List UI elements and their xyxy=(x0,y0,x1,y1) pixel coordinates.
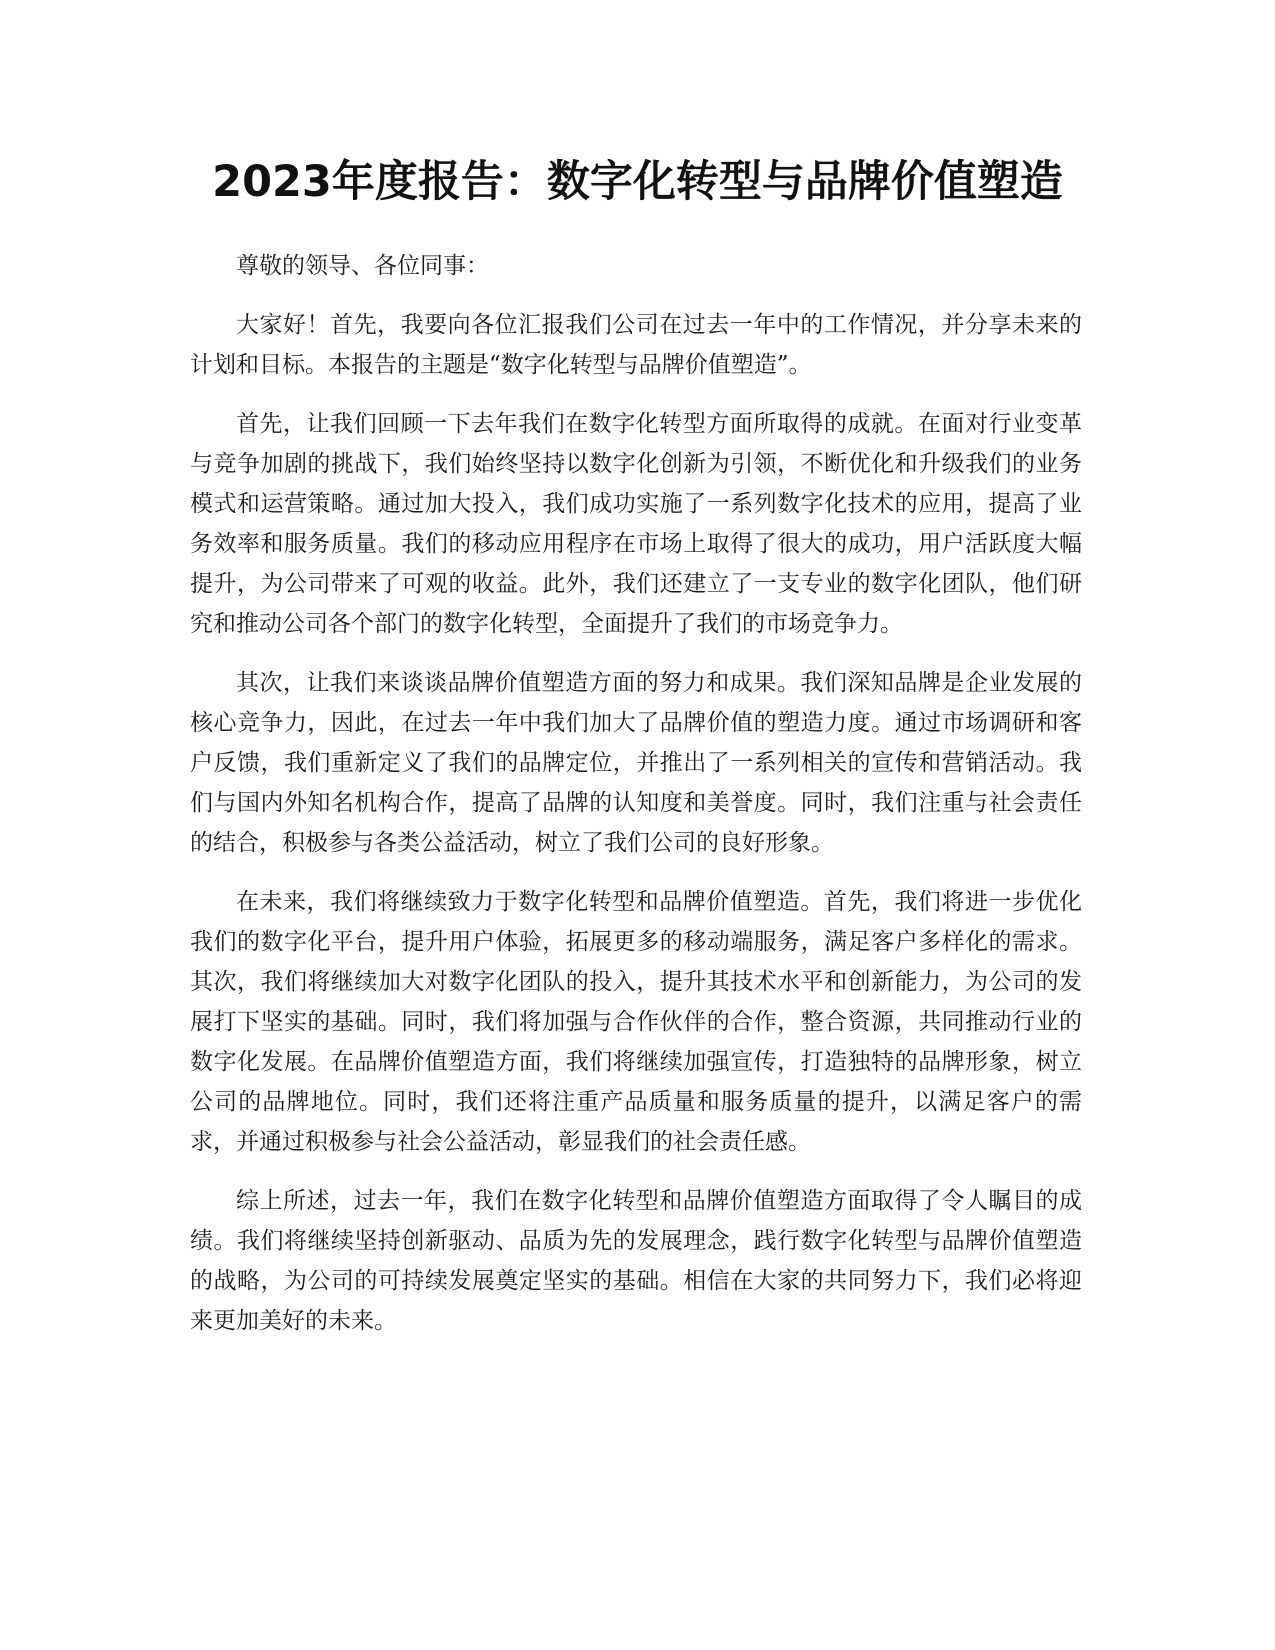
paragraph-digital-transformation: 首先，让我们回顾一下去年我们在数字化转型方面所取得的成就。在面对行业变革与竞争加剧的挑战下，我们始终坚持以数字化创新为引领，不断优化和升级我们的业务模式和运营策略。通过加大投入，我们成功实施了一系列数字化技术的应用，提高了业务效率和服务质量。我们的移动应用程序在市场上取得了很大的成功，用户活跃度大幅提升，为公司带来了可观的收益。此外，我们还建立了一支专业的数字化团队，他们研究和推动公司各个部门的数字化转型，全面提升了我们的市场竞争力。 xyxy=(190,411,1082,637)
document-title: 2023年度报告：数字化转型与品牌价值塑造 xyxy=(212,157,1063,207)
document-body xyxy=(190,246,1082,1360)
paragraph-future-plans: 在未来，我们将继续致力于数字化转型和品牌价值塑造。首先，我们将进一步优化我们的数字化平台，提升用户体验，拓展更多的移动端服务，满足客户多样化的需求。其次，我们将继续加大对数字化团队的投入，提升其技术水平和创新能力，为公司的发展打下坚实的基础。同时，我们将加强与合作伙伴的合作，整合资源，共同推动行业的数字化发展。在品牌价值塑造方面，我们将继续加强宣传，打造独特的品牌形象，树立公司的品牌地位。同时，我们还将注重产品质量和服务质量的提升，以满足客户的需求，并通过积极参与社会公益活动，彰显我们的社会责任感。 xyxy=(190,889,1082,1155)
paragraph-conclusion: 综上所述，过去一年，我们在数字化转型和品牌价值塑造方面取得了令人瞩目的成绩。我们将继续坚持创新驱动、品质为先的发展理念，践行数字化转型与品牌价值塑造的战略，为公司的可持续发展奠定坚实的基础。相信在大家的共同努力下，我们必将迎来更加美好的未来。 xyxy=(190,1188,1082,1334)
paragraph-brand-value: 其次，让我们来谈谈品牌价值塑造方面的努力和成果。我们深知品牌是企业发展的核心竞争力，因此，在过去一年中我们加大了品牌价值的塑造力度。通过市场调研和客户反馈，我们重新定义了我们的品牌定位，并推出了一系列相关的宣传和营销活动。我们与国内外知名机构合作，提高了品牌的认知度和美誉度。同时，我们注重与社会责任的结合，积极参与各类公益活动，树立了我们公司的良好形象。 xyxy=(190,670,1082,856)
paragraph-introduction: 大家好！首先，我要向各位汇报我们公司在过去一年中的工作情况，并分享未来的计划和目标。本报告的主题是“数字化转型与品牌价值塑造”。 xyxy=(190,312,1082,378)
paragraph-salutation: 尊敬的领导、各位同事： xyxy=(236,253,489,279)
